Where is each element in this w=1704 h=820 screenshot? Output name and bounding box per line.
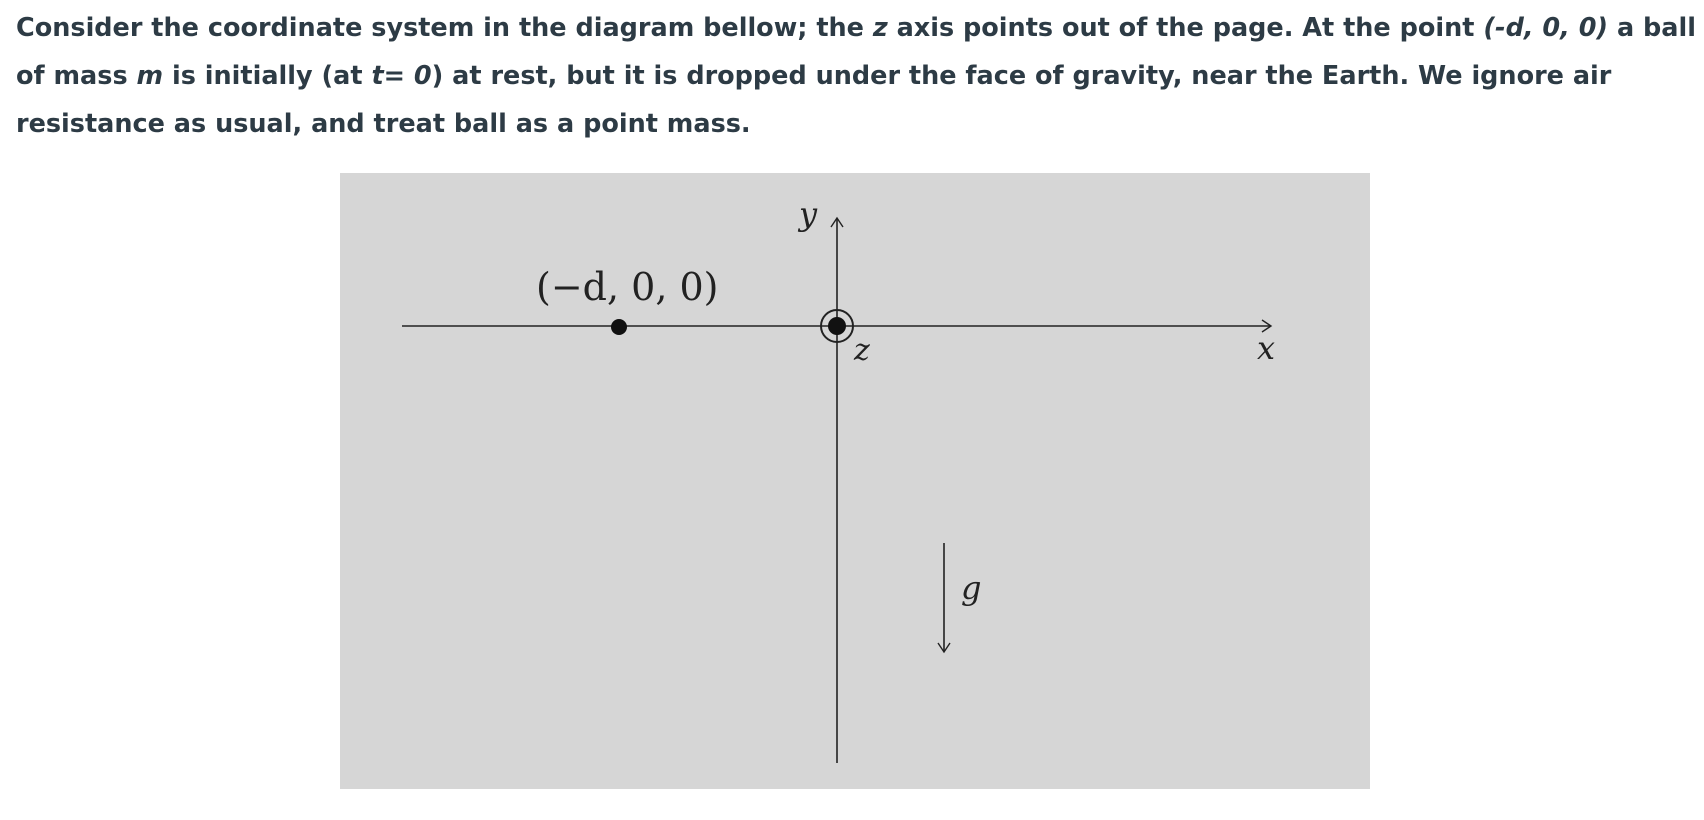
statement-text-3: a ball of mass	[16, 13, 1696, 91]
x-axis-label: x	[1257, 329, 1276, 367]
problem-statement	[16, 4, 1696, 148]
statement-text-4: is initially (at	[163, 61, 372, 91]
z-axis-dot	[828, 317, 846, 335]
z-axis-label: z	[854, 333, 870, 368]
statement-text-1: Consider the coordinate system in the diagram bellow; the	[16, 13, 873, 43]
z-variable: z	[872, 13, 888, 43]
gravity-label: g	[961, 569, 982, 607]
diagram-canvas	[340, 173, 1370, 789]
statement-text-2: axis points out of the page. At the point	[887, 13, 1484, 43]
point-label: (−d, 0, 0)	[536, 265, 719, 309]
y-axis-label: y	[799, 195, 818, 233]
time-expression: t= 0	[371, 61, 432, 91]
ball-marker	[611, 319, 627, 335]
coordinate-diagram	[340, 173, 1370, 789]
initial-point: (-d, 0, 0)	[1483, 13, 1609, 43]
statement-text-5: ) at rest, but it is dropped under the face of gravity, near the Earth. We ignore air resistance as usual, and treat ball as a point mass.	[16, 61, 1612, 139]
mass-variable: m	[136, 61, 164, 91]
